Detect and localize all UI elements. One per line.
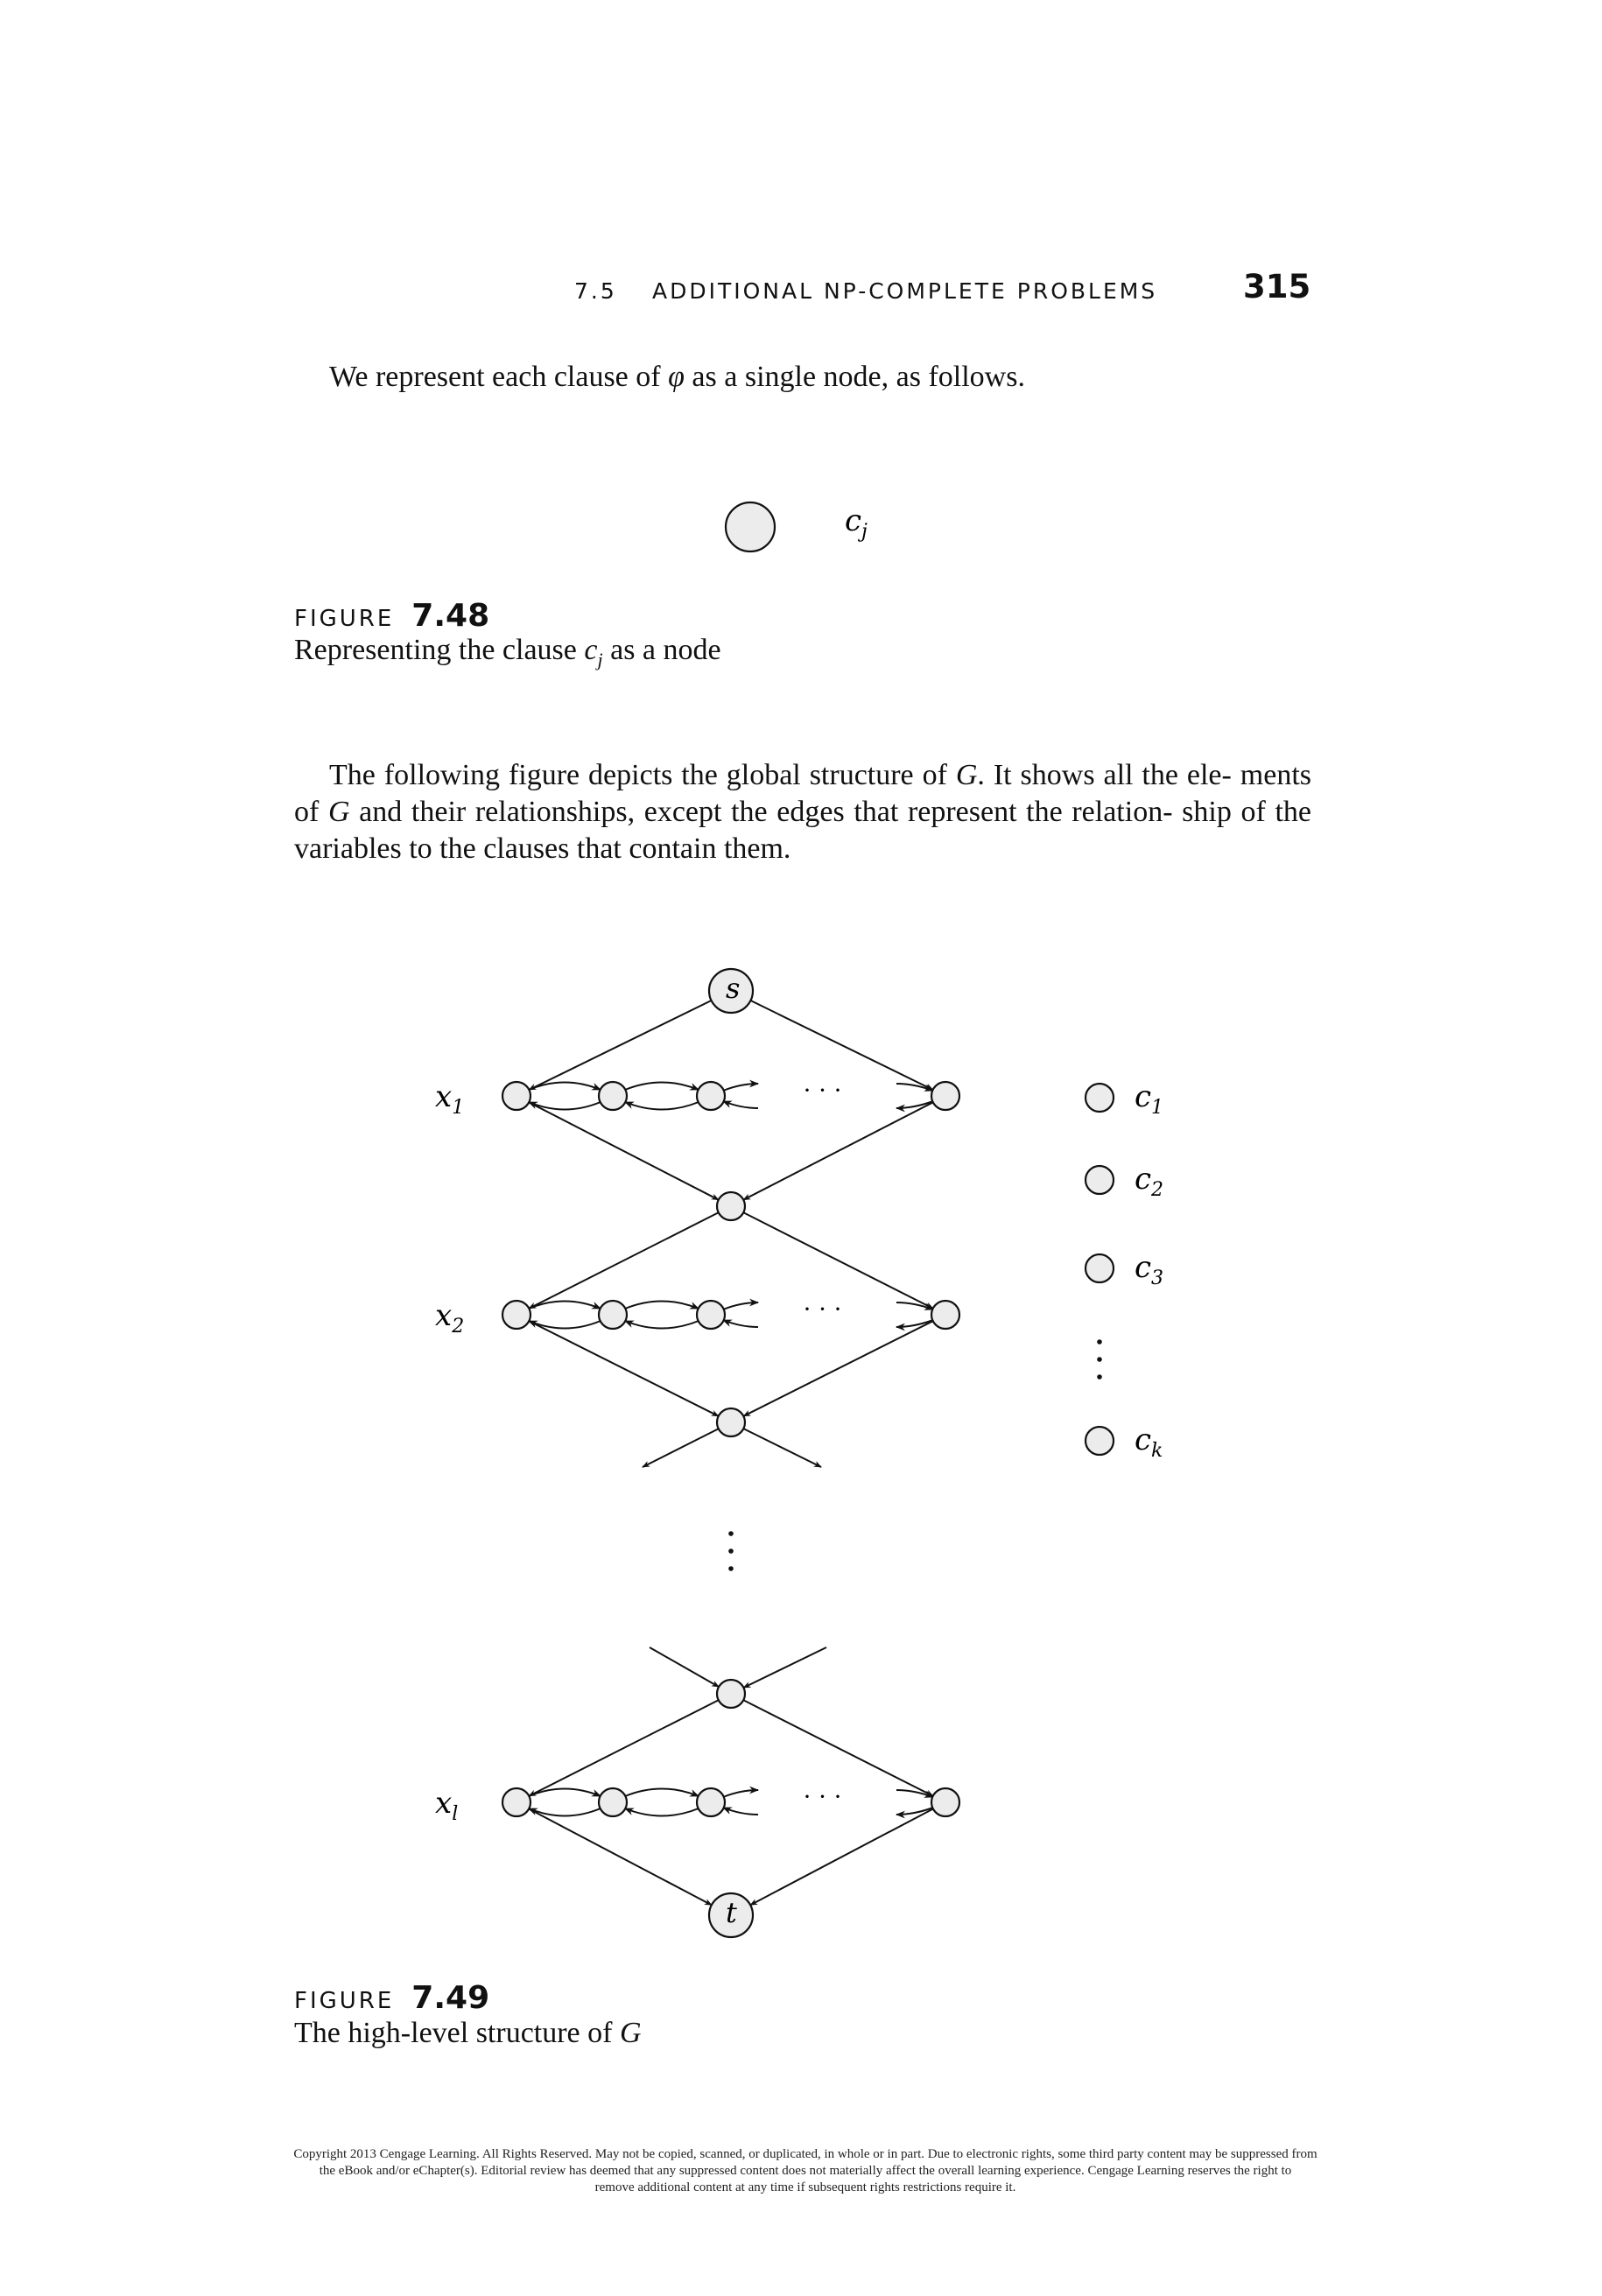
sink-node-label: t bbox=[726, 1896, 737, 1929]
variable-node bbox=[502, 1301, 530, 1329]
stub-arrow-in bbox=[723, 1320, 758, 1327]
stub-arrow-in bbox=[723, 1808, 758, 1815]
variable-node bbox=[599, 1301, 627, 1329]
row-ellipsis: · · · bbox=[803, 1295, 842, 1324]
clause-node bbox=[1086, 1084, 1114, 1112]
diamond-edge bbox=[529, 1001, 711, 1090]
running-header-title: ADDITIONAL NP-COMPLETE PROBLEMS bbox=[652, 278, 1158, 304]
continuation-edge bbox=[743, 1429, 821, 1467]
clause-node bbox=[1086, 1254, 1114, 1282]
stub-arrow-out bbox=[723, 1302, 758, 1309]
backward-arc bbox=[625, 1321, 699, 1329]
backward-arc bbox=[625, 1102, 699, 1110]
intro-paragraph: We represent each clause of φ as a single node, as follows. bbox=[329, 361, 1025, 393]
diamond-edge bbox=[529, 1102, 719, 1199]
variable-node bbox=[931, 1082, 959, 1110]
diamond-edge bbox=[529, 1321, 718, 1416]
variable-label-xl: $x_l$ bbox=[435, 1786, 459, 1825]
forward-arc bbox=[625, 1302, 699, 1309]
vertical-ellipsis-dot bbox=[728, 1566, 734, 1571]
forward-arc bbox=[529, 1083, 601, 1091]
continuation-edge bbox=[743, 1647, 826, 1688]
figure-7-49-caption: The high-level structure of G bbox=[294, 2017, 642, 2049]
backward-arc bbox=[625, 1808, 699, 1816]
diamond-edge bbox=[743, 1102, 933, 1199]
variable-label-x2: $x_2$ bbox=[435, 1298, 465, 1338]
diamond-edge bbox=[750, 1808, 933, 1905]
clause-label-c3: $c_3$ bbox=[1135, 1250, 1164, 1289]
clause-node bbox=[1086, 1427, 1114, 1455]
stub-arrow-in bbox=[723, 1101, 758, 1108]
clause-ellipsis-dot bbox=[1097, 1374, 1102, 1380]
diamond-edge bbox=[529, 1212, 718, 1309]
variable-node bbox=[502, 1788, 530, 1816]
row-ellipsis: · · · bbox=[803, 1782, 842, 1811]
stub-arrow-out bbox=[723, 1790, 758, 1797]
source-node-label: s bbox=[726, 972, 741, 1005]
variable-node bbox=[697, 1082, 725, 1110]
clause-ellipsis-dot bbox=[1097, 1357, 1102, 1362]
clause-label-c2: $c_2$ bbox=[1135, 1162, 1164, 1201]
variable-node bbox=[502, 1082, 530, 1110]
clause-ellipsis-dot bbox=[1097, 1339, 1102, 1345]
diamond-edge bbox=[529, 1700, 718, 1796]
clause-node bbox=[1086, 1166, 1114, 1194]
figure-7-48-caption: Representing the clause $c_j$ as a node bbox=[294, 634, 721, 671]
connector-node bbox=[717, 1192, 745, 1220]
connector-node bbox=[717, 1408, 745, 1436]
vertical-ellipsis-dot bbox=[728, 1548, 734, 1554]
clause-node-cj-label: $c_j$ bbox=[845, 503, 868, 543]
clause-label-c1: $c_1$ bbox=[1135, 1079, 1164, 1119]
structure-paragraph: The following figure depicts the global structure of G. It shows all the ele- ments of G and their relationships, except the edges that represent the relation- ship of the variables to the clauses that contain them. bbox=[294, 759, 1311, 865]
connector-node bbox=[717, 1680, 745, 1708]
figure-7-48-label: FIGURE 7.48 bbox=[294, 598, 490, 634]
variable-node bbox=[599, 1082, 627, 1110]
forward-arc bbox=[625, 1083, 699, 1091]
vertical-ellipsis-dot bbox=[728, 1531, 734, 1536]
forward-arc bbox=[625, 1789, 699, 1797]
section-number: 7.5 bbox=[574, 278, 617, 304]
continuation-edge bbox=[643, 1429, 719, 1467]
variable-node bbox=[599, 1788, 627, 1816]
clause-label-ck: $c_k$ bbox=[1135, 1422, 1163, 1462]
variable-node bbox=[931, 1301, 959, 1329]
copyright-notice: Copyright 2013 Cengage Learning. All Rights Reserved. May not be copied, scanned, or duplicated, in whole or in part. Due to electronic rights, some third party content may be suppressed from the eBook and/or eChapter(s). Editorial review has deemed that any suppressed content does not materially affect the overall learning experience. Cengage Learning reserves the right to remove additional content at any time if subsequent rights restrictions require it. bbox=[293, 2147, 1317, 2194]
variable-label-x1: $x_1$ bbox=[435, 1079, 465, 1119]
page-number: 315 bbox=[1243, 268, 1311, 305]
variable-node bbox=[931, 1788, 959, 1816]
stub-arrow-out bbox=[723, 1084, 758, 1091]
row-ellipsis: · · · bbox=[803, 1076, 842, 1105]
variable-node bbox=[697, 1788, 725, 1816]
diamond-edge bbox=[743, 1321, 932, 1416]
diamond-edge bbox=[529, 1808, 712, 1905]
phi-symbol: φ bbox=[668, 361, 685, 393]
clause-node-cj bbox=[726, 502, 775, 551]
continuation-edge bbox=[650, 1647, 719, 1687]
variable-node bbox=[697, 1301, 725, 1329]
figure-7-49-label: FIGURE 7.49 bbox=[294, 1980, 490, 2016]
